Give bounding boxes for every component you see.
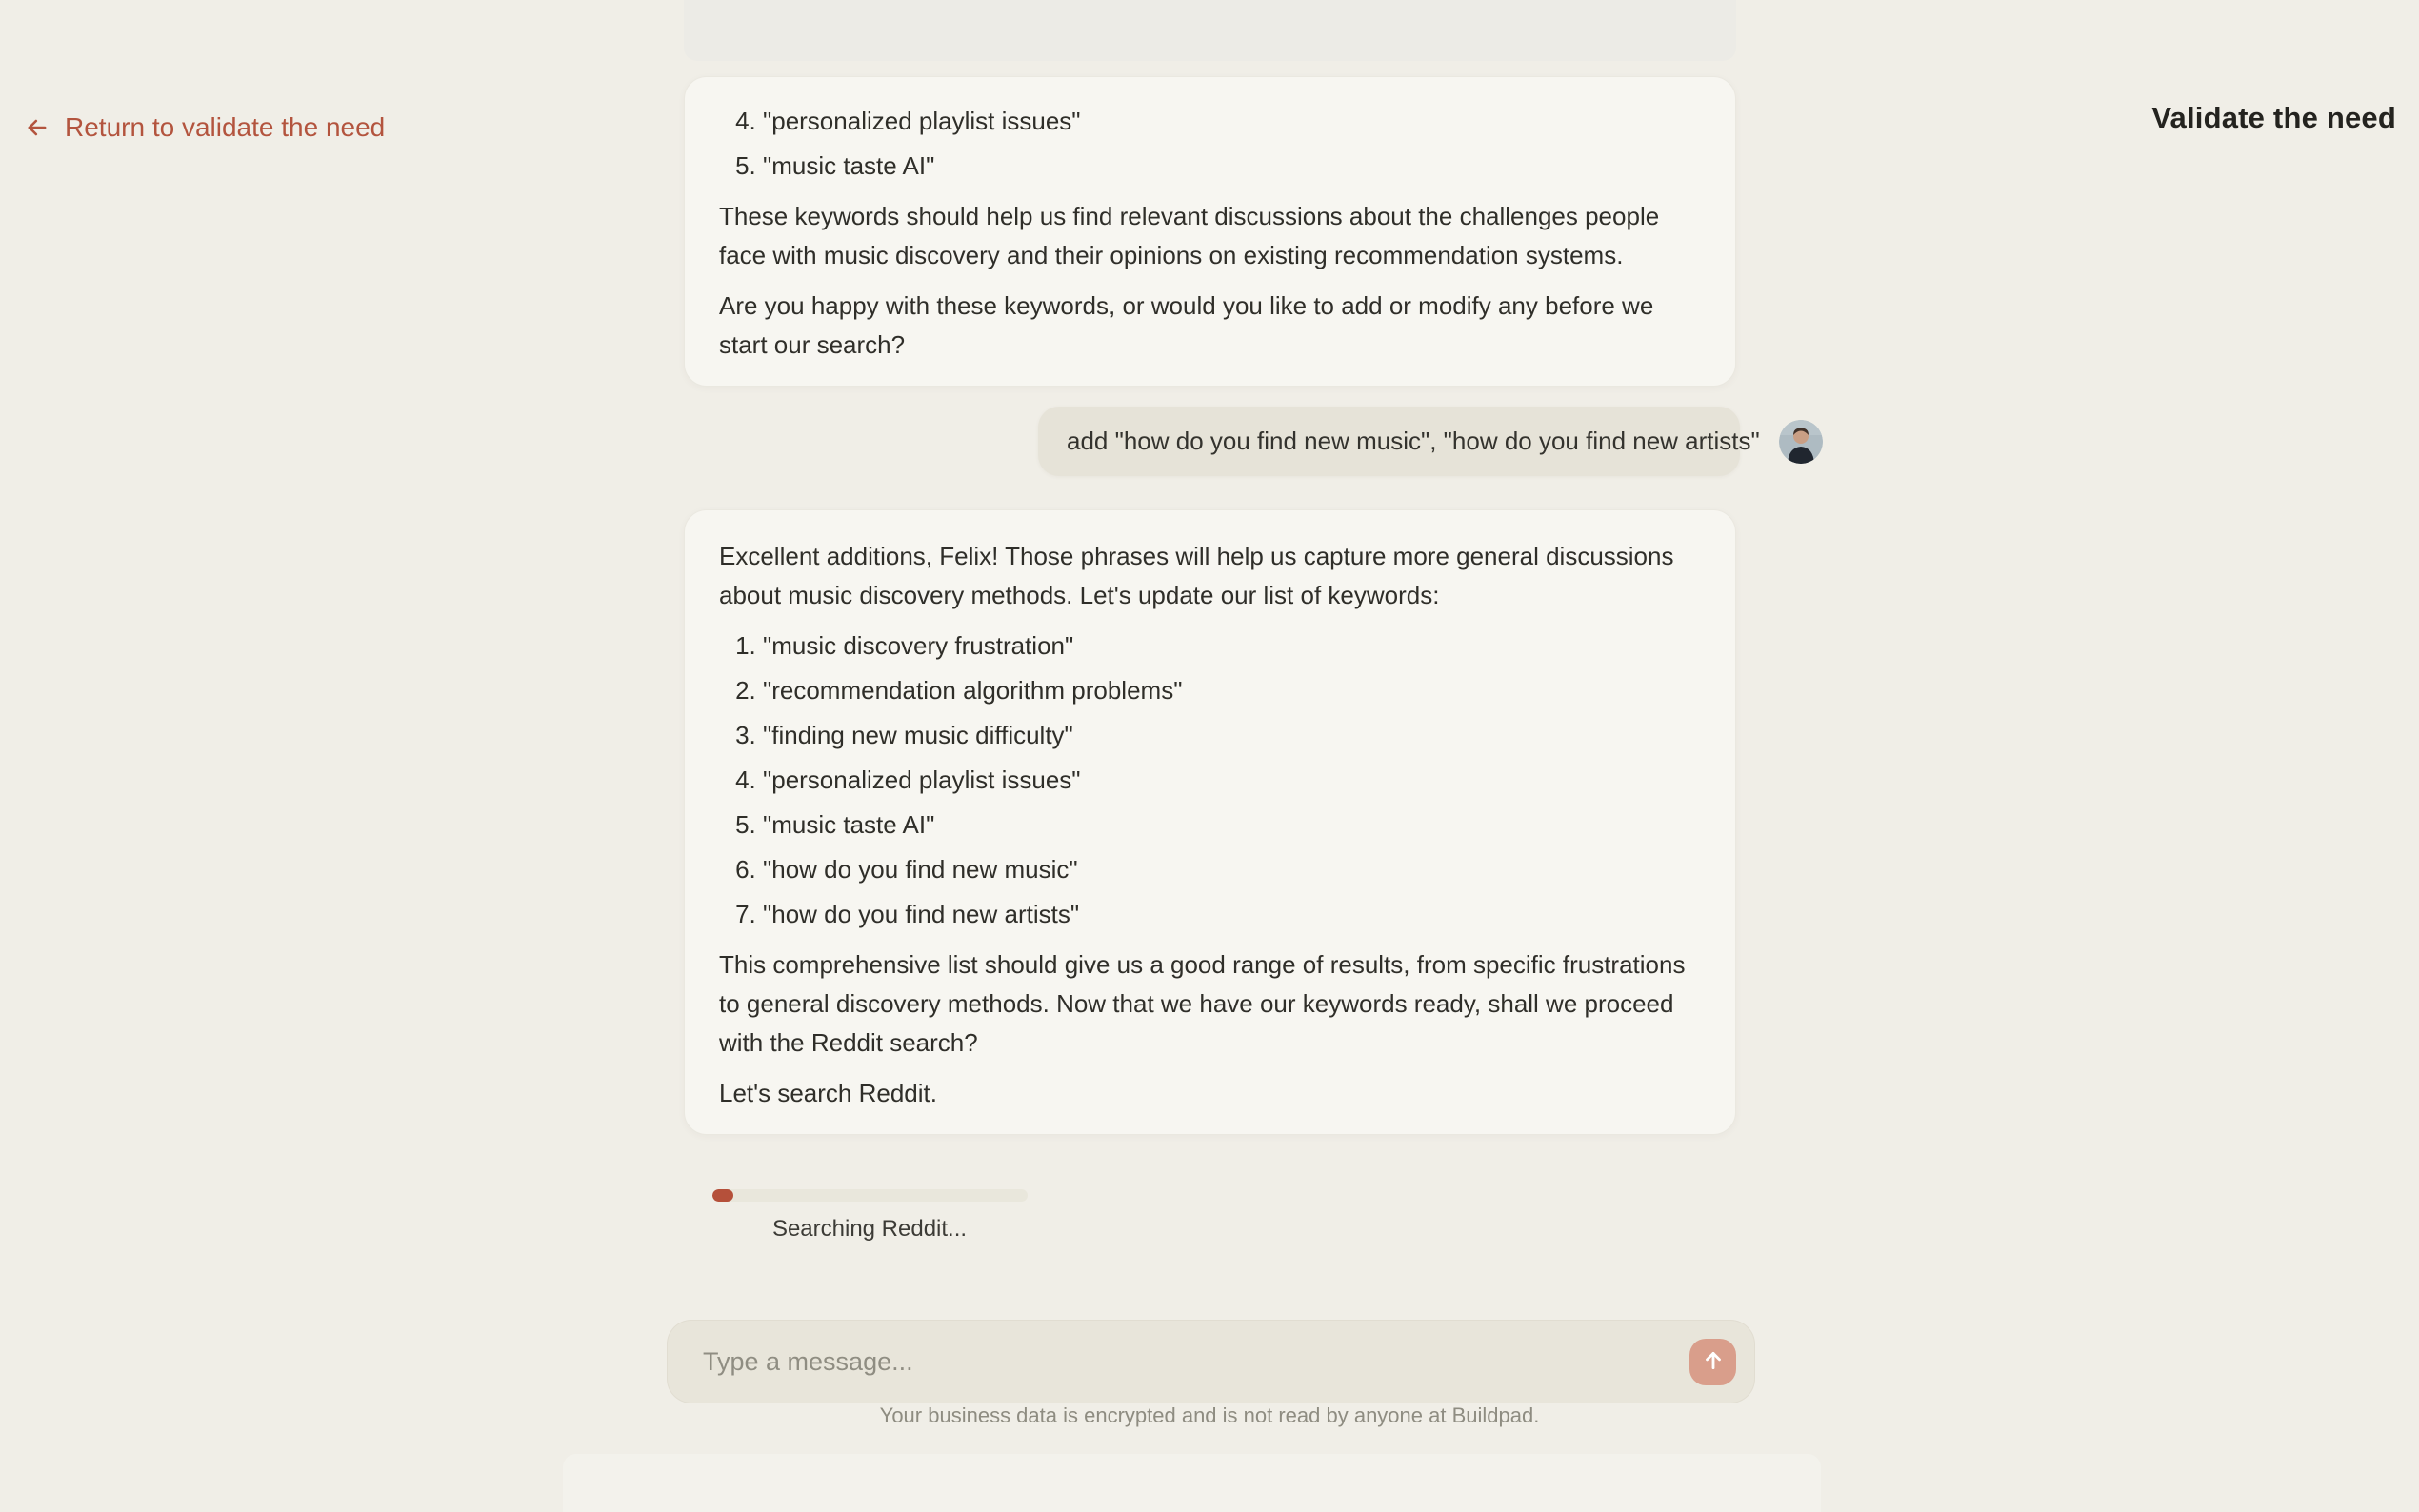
keyword-list-item: 4. "personalized playlist issues" [763, 761, 1701, 800]
assistant-paragraphs [719, 945, 1701, 1113]
assistant-intro: Excellent additions, Felix! Those phrases will help us capture more general discussions about music discovery methods. Let's update our list of keywords: [719, 542, 1674, 609]
next-section-faded [563, 1454, 1821, 1512]
message-composer [667, 1320, 1755, 1403]
keyword-list-item: 2. "recommendation algorithm problems" [763, 671, 1701, 710]
user-avatar [1779, 420, 1823, 464]
previous-message-faded [684, 0, 1736, 61]
user-message [1038, 407, 1760, 476]
keyword-list [719, 627, 1701, 934]
send-button[interactable] [1689, 1339, 1736, 1385]
back-to-validate-link[interactable] [24, 109, 385, 147]
user-message-text: add "how do you find new music", "how do you find new artists" [1067, 427, 1760, 455]
assistant-message [684, 509, 1736, 1135]
keyword-list-item: 1. "music discovery frustration" [763, 627, 1701, 666]
back-link-label: Return to validate the need [65, 112, 386, 142]
assistant-paragraph: Let's search Reddit. [719, 1079, 937, 1107]
assistant-paragraph: Are you happy with these keywords, or would you like to add or modify any before we start our search? [719, 291, 1654, 359]
keyword-list-item: 5. "music taste AI" [763, 806, 1701, 845]
keyword-list-item: 7. "how do you find new artists" [763, 895, 1701, 934]
message-input[interactable] [701, 1346, 1689, 1378]
keyword-list-item: 6. "how do you find new music" [763, 850, 1701, 889]
keyword-list-item: 5. "music taste AI" [763, 147, 1701, 186]
page-title: Validate the need [2151, 101, 2396, 134]
keyword-list-item: 3. "finding new music difficulty" [763, 716, 1701, 755]
assistant-paragraph: This comprehensive list should give us a good range of results, from specific frustrations to general discovery methods. Now that we have our keywords ready, shall we proceed with the Reddit search? [719, 950, 1686, 1057]
search-status-label: Searching Reddit... [771, 1216, 968, 1242]
assistant-message [684, 76, 1736, 387]
assistant-paragraphs [719, 197, 1701, 365]
up-arrow-icon [1701, 1348, 1726, 1376]
assistant-paragraph: These keywords should help us find relevant discussions about the challenges people face with music discovery and their opinions on existing recommendation systems. [719, 202, 1660, 269]
privacy-note: Your business data is encrypted and is not read by anyone at Buildpad. [879, 1403, 1540, 1427]
search-progress-bar [712, 1189, 1028, 1202]
keyword-list-item: 4. "personalized playlist issues" [763, 102, 1701, 141]
left-arrow-icon [24, 114, 50, 141]
search-progress-fill [712, 1189, 733, 1202]
keyword-list [719, 102, 1701, 186]
